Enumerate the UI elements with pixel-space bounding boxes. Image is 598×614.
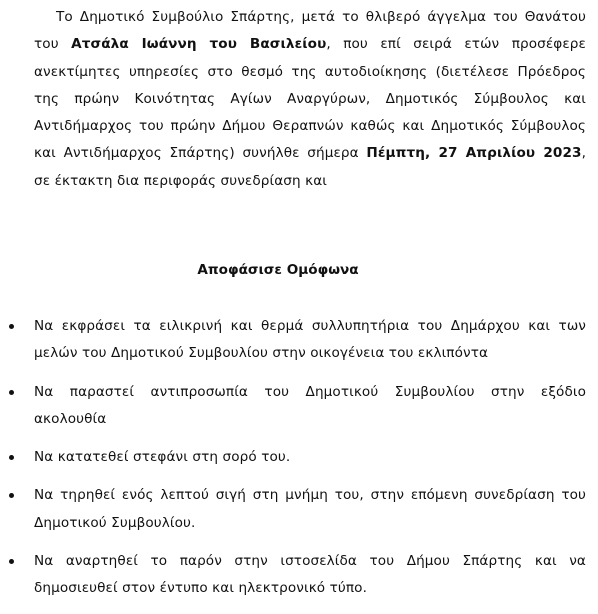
intro-line-1: Το Δημοτικό Συμβούλιο Σπάρτης, μετά το θλιβερό άγγελμα του Θανάτου [56,9,586,25]
decision-line: Να αναρτηθεί το παρόν στην ιστοσελίδα του Δήμου Σπάρτης και να [34,553,586,570]
decision-line: Να τηρηθεί ενός λεπτού σιγή στη μνήμη του, στην επόμενη συνεδρίαση του [34,487,586,504]
list-item [0,548,598,603]
intro-line-2-suffix: , που επί σειρά ετών προσέφερε [326,36,586,53]
decision-text [34,379,586,434]
intro-line-4: της πρώην Κοινότητας Αγίων Αναργύρων, Δημοτικός Σύμβουλος και [34,90,586,107]
intro-line-6-prefix: και Αντιδήμαρχος Σπάρτης) συνήλθε σήμερα [34,145,359,162]
decision-text [34,548,586,603]
intro-line-2-prefix: του [34,36,59,53]
bullet-icon [9,559,14,564]
decision-line: Να κατατεθεί στεφάνι στη σορό του. [34,449,291,466]
intro-line-7: σε έκτακτη δια περιφοράς συνεδρίαση και [34,172,328,189]
list-item [0,313,598,368]
list-item [0,379,598,434]
decision-line: μελών του Δημοτικού Συμβουλίου στην οικογένεια του εκλιπόντα [34,345,489,362]
intro-line-6-suffix: , [581,145,586,162]
list-item [0,444,598,471]
intro-line-5: Αντιδήμαρχος του πρώην Δήμου Θεραπνών καθώς και Δημοτικός Σύμβουλος [34,118,586,135]
bullet-icon [9,455,14,460]
intro-line-2 [34,31,586,58]
deceased-name: Ατσάλα Ιωάννη του Βασιλείου [71,36,327,53]
decision-text [34,313,586,368]
decision-line: ακολουθία [34,410,107,427]
bullet-icon [9,390,14,395]
intro-line-3: ανεκτίμητες υπηρεσίες στο θεσμό της αυτοδιοίκησης (διετέλεσε Πρόεδρος [34,63,586,80]
intro-paragraph [34,4,586,195]
decision-text [34,444,586,471]
bullet-icon [9,324,14,329]
intro-line-6 [34,140,586,167]
decision-line: δημοσιευθεί στον έντυπο και ηλεκτρονικό τύπο. [34,580,368,597]
decision-line: Δημοτικού Συμβουλίου. [34,514,196,531]
decision-line: Να παραστεί αντιπροσωπία του Δημοτικού Συμβουλίου στην εξόδιο [34,383,586,400]
decision-list [0,313,598,614]
decision-line: Να εκφράσει τα ειλικρινή και θερμά συλλυπητήρια του Δημάρχου και των [34,318,586,334]
decision-text [34,482,586,537]
bullet-icon [9,493,14,498]
list-item [0,482,598,537]
meeting-date: Πέμπτη, 27 Απριλίου 2023 [366,145,582,162]
decision-heading: Αποφάσισε Ομόφωνα [197,262,359,278]
